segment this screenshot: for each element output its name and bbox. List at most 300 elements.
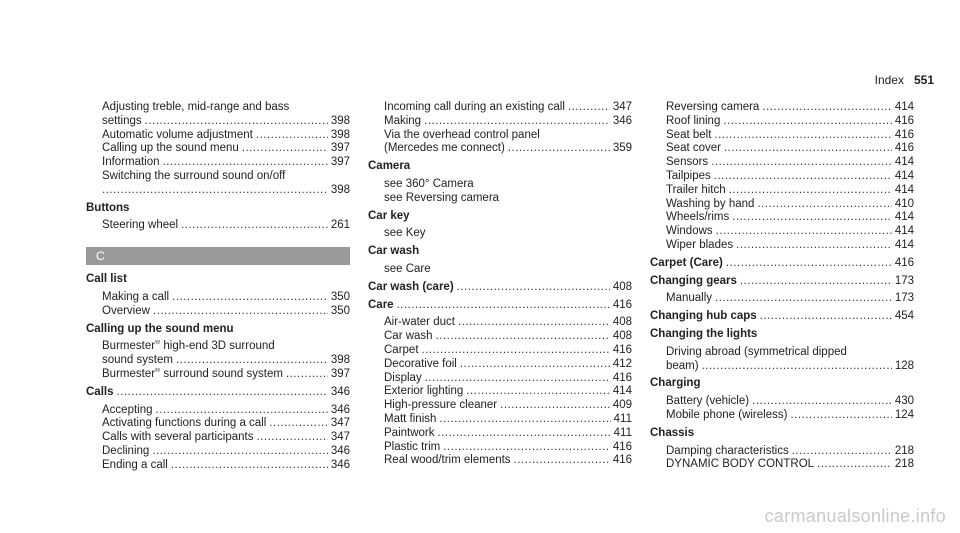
- dot-leader: [425, 372, 610, 386]
- index-subentry[interactable]: [86, 101, 350, 115]
- index-subentry[interactable]: [368, 263, 632, 277]
- subentry-group: [650, 445, 914, 473]
- index-subentry[interactable]: [368, 115, 632, 129]
- subentry-term: [102, 354, 173, 368]
- term-text: Driving abroad (symmetrical dipped: [666, 345, 847, 358]
- index-entry: [650, 328, 914, 342]
- dot-leader: [422, 344, 610, 358]
- dot-leader: [242, 142, 328, 156]
- index-subentry[interactable]: [650, 292, 914, 306]
- page-ref: 347: [330, 417, 350, 430]
- subentry-group: [650, 292, 914, 306]
- page-ref: 416: [612, 371, 632, 384]
- subentry-term: [102, 459, 168, 473]
- page-ref: 416: [894, 256, 914, 269]
- entry-term: [86, 202, 129, 216]
- page-ref: 416: [894, 128, 914, 141]
- term-text: Accepting: [102, 403, 153, 416]
- term-text: Burmester: [102, 367, 156, 380]
- term-text: Car wash (care): [368, 280, 454, 293]
- index-subentry[interactable]: [650, 211, 914, 225]
- subentry-term: [666, 395, 749, 409]
- index-entry-line[interactable]: [86, 323, 350, 337]
- subentry-term: [102, 142, 239, 156]
- term-text: see Key: [384, 227, 426, 240]
- page-ref: 346: [330, 403, 350, 416]
- subentry-term: [384, 344, 419, 358]
- entry-term: [368, 210, 410, 224]
- page-ref: 347: [612, 101, 632, 113]
- page-ref: 414: [894, 238, 914, 251]
- term-text: Mobile phone (wireless): [666, 408, 788, 421]
- dot-leader: [102, 184, 328, 198]
- index-entry-line[interactable]: [368, 210, 632, 224]
- index-subentry[interactable]: [650, 239, 914, 253]
- dot-leader: [711, 156, 892, 170]
- entry-term: [650, 427, 694, 441]
- index-subentry[interactable]: [368, 192, 632, 206]
- subentry-term: [384, 129, 540, 143]
- subentry-group: [86, 340, 350, 381]
- index-entry: [650, 275, 914, 289]
- dot-leader: [514, 454, 610, 468]
- term-text: beam): [666, 359, 699, 372]
- index-subentry[interactable]: [650, 101, 914, 115]
- dot-leader: [500, 399, 610, 413]
- index-subentry[interactable]: [86, 417, 350, 431]
- term-text: Wiper blades: [666, 238, 734, 251]
- index-entry: [86, 386, 350, 400]
- dot-leader: [466, 385, 610, 399]
- page-ref: 414: [894, 183, 914, 196]
- index-subentry[interactable]: [368, 101, 632, 115]
- page-ref: 397: [330, 156, 350, 169]
- page-ref: 397: [330, 142, 350, 155]
- dot-leader: [792, 445, 892, 459]
- subentry-group: [368, 101, 632, 156]
- index-entry-line[interactable]: [86, 273, 350, 287]
- index-subentry[interactable]: [650, 170, 914, 184]
- index-subentry[interactable]: [86, 115, 350, 129]
- index-subentry[interactable]: [86, 142, 350, 156]
- dot-leader: [729, 184, 892, 198]
- index-entry-line[interactable]: [650, 310, 914, 324]
- term-text: Via the overhead control panel: [384, 128, 540, 141]
- page-ref: 398: [330, 183, 350, 196]
- subentry-group: [86, 219, 350, 233]
- index-subentry[interactable]: [86, 156, 350, 170]
- term-text: Activating functions during a call: [102, 417, 267, 430]
- subentry-term: [666, 170, 711, 184]
- index-subentry[interactable]: [650, 142, 914, 156]
- entry-term: [86, 273, 127, 287]
- dot-leader: [172, 291, 328, 305]
- index-subentry[interactable]: [86, 219, 350, 233]
- index-subentry[interactable]: [650, 409, 914, 423]
- subentry-term: [384, 330, 433, 344]
- subentry-term: [666, 239, 733, 253]
- subentry-term: [666, 142, 721, 156]
- subentry-term: [384, 227, 426, 241]
- page-number: 551: [913, 73, 934, 87]
- index-subentry[interactable]: [368, 358, 632, 372]
- index-entry-line[interactable]: [650, 427, 914, 441]
- dot-leader: [163, 156, 328, 170]
- subentry-term: [666, 225, 713, 239]
- page-ref: 409: [612, 399, 632, 412]
- index-subentry[interactable]: [86, 354, 350, 368]
- subentry-term: [384, 441, 440, 455]
- page-ref: 408: [612, 280, 632, 293]
- index-subentry[interactable]: [368, 316, 632, 330]
- dot-leader: [790, 409, 891, 423]
- index-entry: [368, 245, 632, 259]
- dot-leader: [397, 299, 610, 313]
- term-text: Burmester: [102, 340, 156, 353]
- dot-leader: [740, 275, 892, 289]
- subentry-group: [368, 316, 632, 468]
- term-text: Charging: [650, 377, 701, 390]
- subentry-term: [384, 358, 457, 372]
- subentry-term: [666, 156, 708, 170]
- subentry-term: [102, 219, 178, 233]
- dot-leader: [760, 310, 892, 324]
- subentry-group: [86, 101, 350, 198]
- index-subentry[interactable]: [650, 346, 914, 360]
- index-entry: [650, 427, 914, 441]
- page-ref: 411: [613, 412, 632, 425]
- term-text: Ending a call: [102, 458, 168, 471]
- entry-term: [368, 299, 394, 313]
- index-subentry[interactable]: [368, 178, 632, 192]
- subentry-group: [86, 291, 350, 319]
- page-ref: 350: [330, 304, 350, 317]
- subentry-term: [102, 305, 150, 319]
- index-entry: [368, 160, 632, 174]
- term-text: Automatic volume adjustment: [102, 128, 253, 141]
- term-text: Trailer hitch: [666, 183, 726, 196]
- term-text: Seat cover: [666, 142, 721, 155]
- subentry-term: [102, 445, 149, 459]
- index-subentry[interactable]: [650, 458, 914, 472]
- watermark: carmanualsonline.info: [764, 506, 946, 526]
- index-subentry[interactable]: [368, 142, 632, 156]
- index-subentry[interactable]: [650, 184, 914, 198]
- term-text: Calling up the sound menu: [102, 142, 239, 155]
- term-text: Chassis: [650, 426, 695, 439]
- term-text-suffix: surround sound system: [160, 367, 283, 380]
- subentry-term: [666, 129, 711, 143]
- index-subentry[interactable]: [86, 184, 350, 198]
- entry-term: [650, 275, 737, 289]
- dot-leader: [256, 431, 327, 445]
- index-entry-line[interactable]: [650, 257, 914, 271]
- dot-leader: [715, 292, 892, 306]
- index-subentry[interactable]: [650, 395, 914, 409]
- subentry-term: [384, 115, 421, 129]
- subentry-term: [102, 417, 266, 431]
- dot-leader: [176, 354, 328, 368]
- subentry-term: [384, 142, 505, 156]
- index-entry: [368, 210, 632, 224]
- page-ref: 346: [612, 114, 632, 127]
- subentry-term: [384, 385, 463, 399]
- page-ref: 416: [894, 142, 914, 155]
- index-subentry[interactable]: [86, 404, 350, 418]
- dot-leader: [724, 142, 892, 156]
- index-subentry[interactable]: [368, 129, 632, 143]
- page-ref: 454: [894, 310, 914, 323]
- index-subentry[interactable]: [86, 459, 350, 473]
- index-subentry[interactable]: [368, 441, 632, 455]
- term-text: Matt finish: [384, 412, 437, 425]
- index-subentry[interactable]: [368, 413, 632, 427]
- subentry-term: [666, 184, 726, 198]
- header-label: Index: [874, 73, 904, 87]
- index-column-2: [368, 101, 632, 472]
- term-text: Car wash: [384, 330, 433, 343]
- term-text: Making: [384, 114, 422, 127]
- index-subentry[interactable]: [368, 372, 632, 386]
- subentry-term: [666, 409, 787, 423]
- page-ref: 416: [612, 454, 632, 467]
- page-ref: 173: [894, 274, 914, 287]
- index-entry: [368, 281, 632, 295]
- dot-leader: [436, 330, 610, 344]
- page-ref: 359: [612, 142, 632, 155]
- dot-leader: [752, 395, 892, 409]
- subentry-term: [384, 454, 511, 468]
- term-text: Plastic trim: [384, 440, 441, 453]
- subentry-term: [102, 115, 142, 129]
- dot-leader: [443, 441, 610, 455]
- page-ref: 218: [894, 458, 914, 471]
- term-text: Decorative foil: [384, 357, 457, 370]
- dot-leader: [716, 225, 892, 239]
- subentry-term: [666, 211, 729, 225]
- page-ref: 430: [894, 395, 914, 408]
- index-subentry[interactable]: [650, 198, 914, 212]
- entry-term: [650, 377, 700, 391]
- dot-leader: [714, 170, 892, 184]
- subentry-term: [384, 178, 474, 192]
- subentry-term: [384, 263, 431, 277]
- index-entry: [650, 257, 914, 271]
- term-text: Changing the lights: [650, 327, 758, 340]
- dot-leader: [153, 305, 328, 319]
- index-entry-line[interactable]: [368, 160, 632, 174]
- entry-term: [86, 386, 114, 400]
- dot-leader: [458, 316, 610, 330]
- index-subentry[interactable]: [86, 129, 350, 143]
- page-ref: 346: [330, 385, 350, 398]
- index-subentry[interactable]: [650, 225, 914, 239]
- dot-leader: [286, 368, 328, 382]
- term-text: Making a call: [102, 290, 170, 303]
- dot-leader: [171, 459, 328, 473]
- index-subentry[interactable]: [86, 170, 350, 184]
- dot-leader: [439, 413, 610, 427]
- term-text: see Care: [384, 262, 431, 275]
- page-ref: 416: [612, 440, 632, 453]
- dot-leader: [256, 129, 328, 143]
- dot-leader: [757, 198, 891, 212]
- index-subentry[interactable]: [86, 291, 350, 305]
- subentry-term: [384, 399, 497, 413]
- term-text: see 360° Camera: [384, 177, 474, 190]
- index-entry-line[interactable]: [86, 386, 350, 400]
- index-subentry[interactable]: [86, 445, 350, 459]
- dot-leader: [152, 445, 328, 459]
- page-ref: 408: [612, 330, 632, 343]
- subentry-group: [368, 227, 632, 241]
- index-subentry[interactable]: [650, 115, 914, 129]
- term-text: Car wash: [368, 245, 420, 258]
- page-ref: 398: [330, 128, 350, 141]
- term-text: sound system: [102, 354, 173, 367]
- index-subentry[interactable]: [368, 385, 632, 399]
- index-subentry[interactable]: [368, 427, 632, 441]
- index-subentry[interactable]: [368, 454, 632, 468]
- page-ref: 173: [894, 292, 914, 305]
- index-subentry[interactable]: [650, 156, 914, 170]
- entry-term: [650, 328, 757, 342]
- term-text: Adjusting treble, mid-range and bass: [102, 101, 290, 113]
- page-ref: 408: [612, 316, 632, 329]
- index-subentry[interactable]: [368, 344, 632, 358]
- index-subentry[interactable]: [86, 305, 350, 319]
- subentry-term: [666, 198, 754, 212]
- entry-term: [650, 257, 723, 271]
- term-text: Steering wheel: [102, 219, 179, 232]
- page-ref: 128: [894, 359, 914, 372]
- subentry-term: [384, 372, 422, 386]
- term-text: Call list: [86, 273, 127, 286]
- term-text: Paintwork: [384, 426, 435, 439]
- term-text: Wheels/rims: [666, 211, 730, 224]
- index-subentry[interactable]: [650, 445, 914, 459]
- index-subentry[interactable]: [86, 340, 350, 354]
- page-ref: 411: [613, 426, 632, 439]
- subentry-term: [102, 129, 253, 143]
- subentry-term: [384, 427, 435, 441]
- dot-leader: [181, 219, 328, 233]
- page-header: [875, 73, 934, 87]
- term-text: Changing hub caps: [650, 310, 757, 323]
- term-text: settings: [102, 114, 142, 127]
- index-entry-line[interactable]: [86, 202, 350, 216]
- term-text: Display: [384, 371, 422, 384]
- index-entry: [86, 202, 350, 216]
- subentry-group: [368, 178, 632, 206]
- index-subentry[interactable]: [368, 227, 632, 241]
- term-text: Care: [368, 298, 394, 311]
- index-subentry[interactable]: [368, 330, 632, 344]
- index-entry-line[interactable]: [650, 275, 914, 289]
- term-text-suffix: high-end 3D surround: [160, 340, 275, 353]
- page-ref: 350: [330, 290, 350, 303]
- index-entry-line[interactable]: [368, 299, 632, 313]
- term-text: Washing by hand: [666, 197, 755, 210]
- term-text: Tailpipes: [666, 169, 711, 182]
- page-ref: 346: [330, 444, 350, 457]
- subentry-term: [666, 346, 847, 360]
- dot-leader: [457, 281, 610, 295]
- term-text: Overview: [102, 304, 150, 317]
- index-subentry[interactable]: [86, 368, 350, 382]
- term-text: Damping characteristics: [666, 444, 789, 457]
- page-ref: 410: [894, 197, 914, 210]
- term-text: Manually: [666, 292, 713, 305]
- subentry-group: [86, 404, 350, 473]
- term-text: Changing gears: [650, 274, 737, 287]
- subentry-term: [666, 115, 720, 129]
- index-subentry[interactable]: [86, 431, 350, 445]
- index-column-1: [86, 101, 350, 477]
- dot-leader: [145, 115, 328, 129]
- subentry-term: [102, 404, 153, 418]
- index-entry-line[interactable]: [368, 245, 632, 259]
- term-text: Carpet (Care): [650, 256, 723, 269]
- index-subentry[interactable]: [368, 399, 632, 413]
- index-subentry[interactable]: [650, 360, 914, 374]
- dot-leader: [736, 239, 892, 253]
- index-entry-line[interactable]: [650, 377, 914, 391]
- dot-leader: [723, 115, 891, 129]
- term-text: Incoming call during an existing call: [384, 101, 565, 113]
- dot-leader: [438, 427, 611, 441]
- entry-term: [650, 310, 757, 324]
- subentry-term: [384, 413, 436, 427]
- term-text: Camera: [368, 160, 411, 173]
- index-subentry[interactable]: [650, 129, 914, 143]
- page-ref: 261: [330, 219, 350, 232]
- subentry-group: [650, 395, 914, 423]
- index-entry-line[interactable]: [650, 328, 914, 342]
- dot-leader: [508, 142, 610, 156]
- term-text: Roof lining: [666, 114, 721, 127]
- page-ref: 414: [894, 156, 914, 169]
- page-ref: 347: [330, 431, 350, 444]
- term-text: High-pressure cleaner: [384, 399, 498, 412]
- page-ref: 414: [894, 225, 914, 238]
- term-text: Car key: [368, 209, 410, 222]
- term-text: (Mercedes me connect): [384, 142, 505, 155]
- subentry-group: [650, 346, 914, 374]
- term-text: Seat belt: [666, 128, 712, 141]
- page-ref: 416: [612, 343, 632, 356]
- term-text: Reversing camera: [666, 101, 760, 113]
- registered-mark: ®: [155, 340, 161, 347]
- page-ref: 416: [612, 298, 632, 311]
- dot-leader: [714, 129, 891, 143]
- dot-leader: [424, 115, 610, 129]
- index-entry-line[interactable]: [368, 281, 632, 295]
- subentry-term: [666, 458, 814, 472]
- subentry-term: [666, 292, 712, 306]
- term-text: Windows: [666, 225, 713, 238]
- subentry-group: [650, 101, 914, 253]
- dot-leader: [726, 257, 892, 271]
- page-ref: 414: [894, 169, 914, 182]
- page-ref: 414: [894, 211, 914, 224]
- dot-leader: [817, 458, 892, 472]
- subentry-term: [102, 340, 275, 354]
- term-text: Calling up the sound menu: [86, 322, 234, 335]
- subentry-term: [384, 316, 455, 330]
- dot-leader: [460, 358, 610, 372]
- index-entry: [650, 310, 914, 324]
